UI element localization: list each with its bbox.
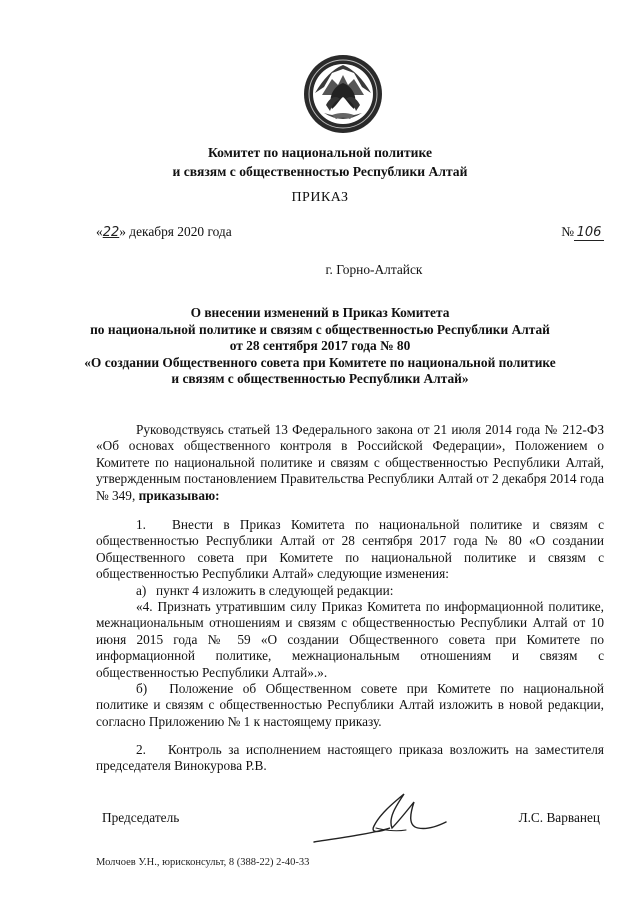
sub-item-b [96, 681, 604, 730]
organization-name-line-1: Комитет по национальной политике [207, 145, 433, 160]
title-line-1: О внесении изменений в Приказ Комитета [190, 305, 450, 320]
order-item-2-text: Контроль за исполнением настоящего приказа возложить на заместителя председателя Винокурова Р.В. [96, 742, 604, 774]
order-item-1-text: Внести в Приказ Комитета по национальной политике и связям с общественностью Республики Алтай от 28 сентября 2017 года № 80 «О создании Общественного совета при Комитете по национальной политике и связям с общественностью Республики Алтай» следующие изменения: [96, 517, 604, 582]
preamble-text: Руководствуясь статьей 13 Федерального закона от 21 июля 2014 года № 212-ФЗ «Об основах общественного контроля в Российской Федерации», Положением о Комитете по национальной политике и связям с общественностью Республики Алтай, утвержденным постановлением Правительства Республики Алтай от 2 декабря 2014 года № 349, [96, 422, 604, 503]
order-item-2 [96, 742, 604, 775]
signatory-name: Л.С. Варванец [518, 810, 600, 825]
sub-item-a-text: пункт 4 изложить в следующей редакции: [156, 582, 394, 598]
title-line-3: от 28 сентября 2017 года № 80 [229, 338, 411, 354]
document-title [0, 305, 640, 388]
order-item-1 [96, 517, 604, 583]
date-rest: » декабря 2020 года [119, 224, 232, 239]
title-line-4: «О создании Общественного совета при Комитете по национальной политике [84, 354, 556, 370]
preamble-order-word: приказываю: [138, 487, 220, 503]
number-prefix: № [561, 224, 574, 239]
organization-name [0, 143, 640, 181]
order-item-1-marker: 1. [136, 517, 146, 532]
document-number [561, 224, 604, 241]
document-date [96, 224, 232, 240]
title-line-5: и связям с общественностью Республики Алтай» [171, 371, 469, 387]
date-open-quote: « [96, 224, 103, 239]
signatory-title: Председатель [102, 810, 180, 825]
sub-item-a-marker: а) [136, 582, 147, 598]
footer-contact: Молчоев У.Н., юрисконсульт, 8 (388-22) 2-40-33 [96, 857, 310, 868]
title-line-2: по национальной политике и связям с общественностью Республики Алтай [90, 321, 550, 337]
date-day: 22 [102, 225, 120, 240]
sub-item-a [96, 583, 604, 599]
document-type: ПРИКАЗ [291, 190, 349, 205]
order-item-2-marker: 2. [136, 742, 146, 757]
coat-of-arms-emblem [302, 53, 384, 135]
order-items [96, 517, 604, 730]
number-value: 106 [574, 225, 604, 241]
preamble-paragraph [96, 422, 604, 504]
organization-name-line-2: и связям с общественностью Республики Алтай [172, 164, 468, 179]
quoted-amendment: «4. Признать утратившим силу Приказ Комитета по информационной политике, межнациональным отношениям и связям с общественностью Республики Алтай от 10 июня 2015 года № 59 «О создании Общественного совета при Комитете по информационной политике, межнациональным отношениям и связям с общественностью Республики Алтай».». [96, 599, 604, 680]
sub-item-b-marker: б) [136, 681, 148, 697]
handwritten-signature [310, 788, 450, 850]
sub-item-b-text: Положение об Общественном совете при Комитете по национальной политике и связям с общественностью Республики Алтай изложить в новой редакции, согласно Приложению № 1 к настоящему приказу. [96, 681, 604, 729]
city: г. Горно-Алтайск [325, 262, 423, 277]
date-number-row [96, 224, 604, 242]
